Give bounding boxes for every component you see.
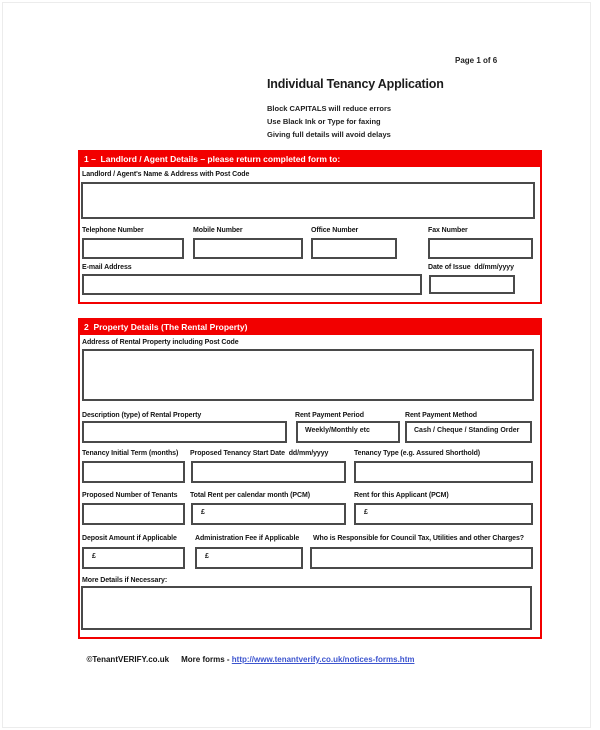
mobile-input[interactable]: [193, 238, 303, 259]
more-details-input[interactable]: [81, 586, 532, 630]
start-date-label: Proposed Tenancy Start Date dd/mm/yyyy: [190, 450, 329, 457]
responsible-input[interactable]: [310, 547, 533, 569]
footer: [82, 646, 414, 664]
email-label: E-mail Address: [82, 264, 132, 271]
telephone-label: Telephone Number: [82, 227, 144, 234]
note-line: Use Black Ink or Type for faxing: [267, 117, 381, 126]
rental-address-input[interactable]: [82, 349, 534, 401]
applicant-rent-label: Rent for this Applicant (PCM): [354, 492, 449, 499]
copyright-text: ©TenantVERIFY.co.uk: [86, 655, 170, 664]
more-details-label: More Details if Necessary:: [82, 577, 168, 584]
section-property-details: [78, 318, 542, 639]
office-label: Office Number: [311, 227, 359, 234]
applicant-rent-input[interactable]: £: [354, 503, 533, 525]
note-line: Block CAPITALS will reduce errors: [267, 104, 392, 113]
admin-fee-label: Administration Fee if Applicable: [195, 535, 300, 542]
deposit-input[interactable]: £: [82, 547, 185, 569]
rent-method-input[interactable]: Cash / Cheque / Standing Order: [405, 421, 532, 443]
name-address-input[interactable]: [81, 182, 535, 219]
email-input[interactable]: [82, 274, 422, 295]
rental-address-label: Address of Rental Property including Post Code: [82, 339, 239, 346]
deposit-label: Deposit Amount if Applicable: [82, 535, 177, 542]
rent-method-label: Rent Payment Method: [405, 412, 477, 419]
telephone-input[interactable]: [82, 238, 184, 259]
total-rent-input[interactable]: £: [191, 503, 346, 525]
tenancy-type-input[interactable]: [354, 461, 533, 483]
num-tenants-label: Proposed Number of Tenants: [82, 492, 178, 499]
total-rent-label: Total Rent per calendar month (PCM): [190, 492, 310, 499]
more-forms-text: More forms -: [181, 655, 232, 664]
mobile-label: Mobile Number: [193, 227, 243, 234]
fax-input[interactable]: [428, 238, 533, 259]
fax-label: Fax Number: [428, 227, 468, 234]
description-label: Description (type) of Rental Property: [82, 412, 202, 419]
rent-period-input[interactable]: Weekly/Monthly etc: [296, 421, 400, 443]
responsible-label: Who is Responsible for Council Tax, Utilities and other Charges?: [313, 535, 524, 542]
rent-period-label: Rent Payment Period: [295, 412, 364, 419]
page-title: Individual Tenancy Application: [267, 77, 444, 91]
more-forms-link[interactable]: http://www.tenantverify.co.uk/notices-forms.htm: [231, 655, 415, 664]
date-of-issue-label: Date of Issue dd/mm/yyyy: [428, 264, 514, 271]
description-input[interactable]: [82, 421, 287, 443]
admin-fee-input[interactable]: £: [195, 547, 303, 569]
initial-term-label: Tenancy Initial Term (months): [82, 450, 179, 457]
date-of-issue-input[interactable]: [429, 275, 515, 294]
num-tenants-input[interactable]: [82, 503, 185, 525]
start-date-input[interactable]: [191, 461, 346, 483]
office-input[interactable]: [311, 238, 397, 259]
section2-heading: 2 Property Details (The Rental Property): [80, 320, 540, 335]
section-landlord-agent-details: [78, 150, 542, 304]
section1-heading: 1 – Landlord / Agent Details – please return completed form to:: [80, 152, 540, 167]
page-number: Page 1 of 6: [455, 56, 498, 65]
tenancy-type-label: Tenancy Type (e.g. Assured Shorthold): [354, 450, 481, 457]
initial-term-input[interactable]: [82, 461, 185, 483]
note-line: Giving full details will avoid delays: [267, 130, 391, 139]
name-address-label: Landlord / Agent's Name & Address with Post Code: [82, 171, 250, 178]
